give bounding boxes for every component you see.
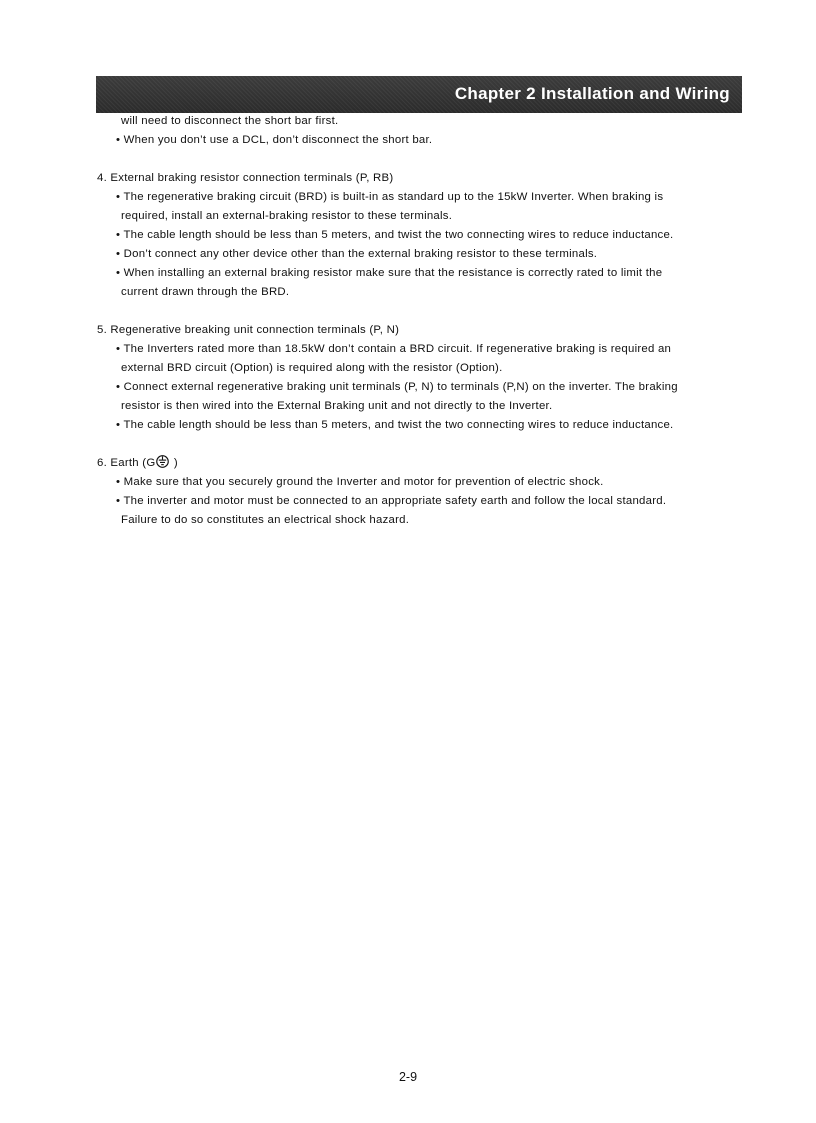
- continuation-bullet: • When you don’t use a DCL, don’t disconnect the short bar.: [116, 134, 433, 146]
- page-number: 2-9: [398, 1070, 418, 1084]
- chapter-header-bar: [96, 76, 742, 113]
- section-4-bullet-1-line-2: required, install an external-braking resistor to these terminals.: [121, 210, 453, 222]
- section-5-bullet-1-line-1: • The Inverters rated more than 18.5kW don’t contain a BRD circuit. If regenerative braking is required an: [116, 343, 672, 355]
- section-6-title-suffix: ): [170, 457, 178, 469]
- section-4-bullet-2: • The cable length should be less than 5 meters, and twist the two connecting wires to reduce inductance.: [116, 229, 674, 241]
- section-4-bullet-4-line-2: current drawn through the BRD.: [121, 286, 290, 298]
- section-4-bullet-4-line-1: • When installing an external braking resistor make sure that the resistance is correctly rated to limit the: [116, 267, 663, 279]
- page-body: [97, 112, 742, 530]
- spacer: [97, 435, 742, 454]
- section-6-bullet-1: • Make sure that you securely ground the Inverter and motor for prevention of electric shock.: [116, 476, 604, 488]
- section-5-title: 5. Regenerative breaking unit connection terminals (P, N): [97, 324, 400, 336]
- section-5-bullet-2-line-2: resistor is then wired into the External Braking unit and not directly to the Inverter.: [121, 400, 553, 412]
- earth-ground-icon: [156, 455, 169, 468]
- section-4-bullet-3: • Don’t connect any other device other than the external braking resistor to these terminals.: [116, 248, 598, 260]
- section-4-bullet-1-line-1: • The regenerative braking circuit (BRD) is built-in as standard up to the 15kW Inverter. When braking is: [116, 191, 664, 203]
- section-4-title: 4. External braking resistor connection terminals (P, RB): [97, 172, 394, 184]
- section-5-bullet-2-line-1: • Connect external regenerative braking unit terminals (P, N) to terminals (P,N) on the inverter. The braking: [116, 381, 678, 393]
- continuation-line: will need to disconnect the short bar first.: [121, 115, 339, 127]
- chapter-title: Chapter 2 Installation and Wiring: [454, 84, 730, 103]
- section-5-bullet-3: • The cable length should be less than 5 meters, and twist the two connecting wires to reduce inductance.: [116, 419, 674, 431]
- section-6-bullet-2-line-2: Failure to do so constitutes an electrical shock hazard.: [121, 514, 410, 526]
- spacer: [97, 302, 742, 321]
- section-6-title-prefix: 6. Earth (G: [97, 457, 156, 469]
- section-5-bullet-1-line-2: external BRD circuit (Option) is required along with the resistor (Option).: [121, 362, 503, 374]
- section-6-bullet-2-line-1: • The inverter and motor must be connected to an appropriate safety earth and follow the local standard.: [116, 495, 667, 507]
- section-6-title: [97, 454, 742, 473]
- spacer: [97, 150, 742, 169]
